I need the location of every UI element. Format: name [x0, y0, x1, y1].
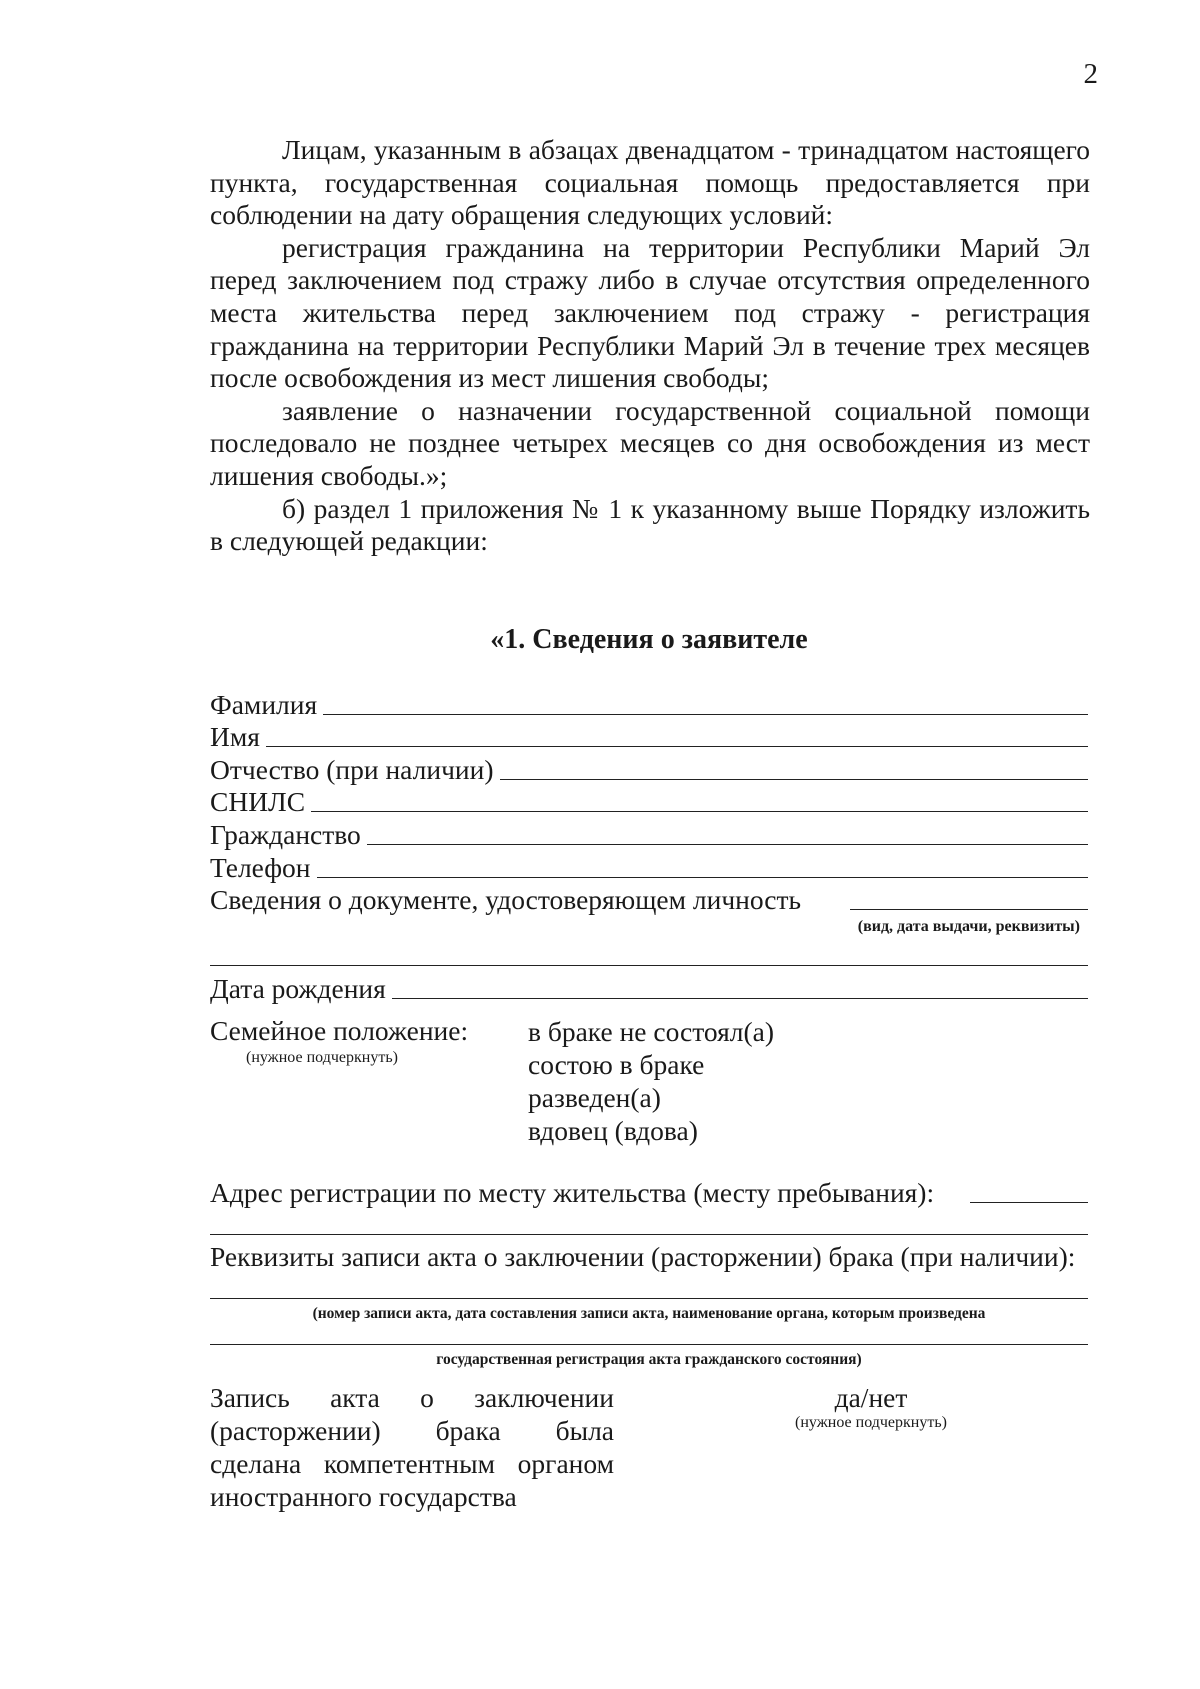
identity-document-field[interactable] — [210, 884, 1088, 917]
page-number: 2 — [1083, 58, 1098, 90]
citizenship-field[interactable] — [210, 818, 1088, 851]
snils-field[interactable] — [210, 786, 1088, 819]
marital-status-options — [528, 1015, 774, 1147]
identity-document-blank-line[interactable] — [850, 908, 1088, 910]
marital-status — [210, 1015, 1088, 1147]
foreign-record-hint: (нужное подчеркнуть) — [795, 1413, 947, 1431]
applicant-form — [210, 688, 1088, 1513]
birth-date-field[interactable] — [210, 972, 1088, 1005]
snils-label: СНИЛС — [210, 786, 306, 818]
address-continuation-line[interactable] — [210, 1233, 1088, 1235]
surname-label: Фамилия — [210, 688, 318, 720]
name-label: Имя — [210, 721, 260, 753]
address-label: Адрес регистрации по месту жительства (месту пребывания): — [210, 1176, 935, 1208]
foreign-record-answer[interactable]: да/нет — [834, 1381, 908, 1413]
patronymic-blank-line[interactable] — [500, 778, 1089, 780]
citizenship-blank-line[interactable] — [367, 843, 1088, 845]
birth-date-label: Дата рождения — [210, 972, 386, 1004]
marital-status-hint: (нужное подчеркнуть) — [246, 1048, 398, 1066]
phone-label: Телефон — [210, 851, 311, 883]
marital-option-married[interactable]: состою в браке — [528, 1048, 705, 1080]
marriage-record-continuation-line[interactable] — [210, 1343, 1088, 1345]
identity-document-hint: (вид, дата выдачи, реквизиты) — [857, 918, 1080, 936]
patronymic-field[interactable] — [210, 753, 1088, 786]
citizenship-label: Гражданство — [210, 818, 361, 850]
foreign-record-block — [210, 1381, 1088, 1513]
surname-blank-line[interactable] — [323, 713, 1088, 715]
marriage-record-caption-2: государственная регистрация акта гражданского состояния) — [436, 1350, 862, 1368]
birth-date-blank-line[interactable] — [392, 997, 1088, 999]
body-text — [210, 134, 1090, 558]
marital-option-divorced[interactable]: разведен(а) — [528, 1081, 661, 1113]
identity-document-continuation-line[interactable] — [210, 964, 1088, 966]
foreign-record-text: Запись акта о заключении (расторжении) брака была сделана компетентным органом иностранного государства — [210, 1381, 614, 1512]
marriage-record-caption-1: (номер записи акта, дата составления записи акта, наименование органа, которым произведена — [312, 1304, 986, 1322]
paragraph-application-condition: заявление о назначении государственной социальной помощи последовало не позднее четырех месяцев со дня освобождения из мест лишения свободы.»; — [210, 394, 1090, 491]
paragraph-registration-condition: регистрация гражданина на территории Республики Марий Эл перед заключением под стражу либо в случае отсутствия определенного места жительства перед заключением под стражу - регистрация гражданина на территории Республики Марий Эл в течение трех месяцев после освобождения из мест лишения свободы; — [210, 231, 1090, 394]
marital-option-never-married[interactable]: в браке не состоял(а) — [528, 1015, 774, 1047]
patronymic-label: Отчество (при наличии) — [210, 753, 494, 785]
address-blank-line[interactable] — [970, 1201, 1088, 1203]
name-blank-line[interactable] — [266, 745, 1088, 747]
marriage-record-label: Реквизиты записи акта о заключении (расторжении) брака (при наличии): — [210, 1240, 1076, 1272]
address-field[interactable] — [210, 1177, 1088, 1209]
paragraph-section-amendment: б) раздел 1 приложения № 1 к указанному выше Порядку изложить в следующей редакции: — [210, 492, 1090, 557]
phone-blank-line[interactable] — [317, 876, 1088, 878]
paragraph-conditions-intro: Лицам, указанным в абзацах двенадцатом - тринадцатом настоящего пункта, государственная социальная помощь предоставляется при соблюдении на дату обращения следующих условий: — [210, 134, 1090, 231]
phone-field[interactable] — [210, 851, 1088, 884]
identity-document-label: Сведения о документе, удостоверяющем личность — [210, 884, 802, 916]
marital-status-label: Семейное положение: — [210, 1014, 469, 1046]
surname-field[interactable] — [210, 688, 1088, 721]
marital-option-widowed[interactable]: вдовец (вдова) — [528, 1114, 698, 1146]
snils-blank-line[interactable] — [311, 810, 1088, 812]
marriage-record-blank-line[interactable] — [210, 1297, 1088, 1299]
section-title: «1. Сведения о заявителе — [490, 624, 808, 655]
name-field[interactable] — [210, 721, 1088, 754]
